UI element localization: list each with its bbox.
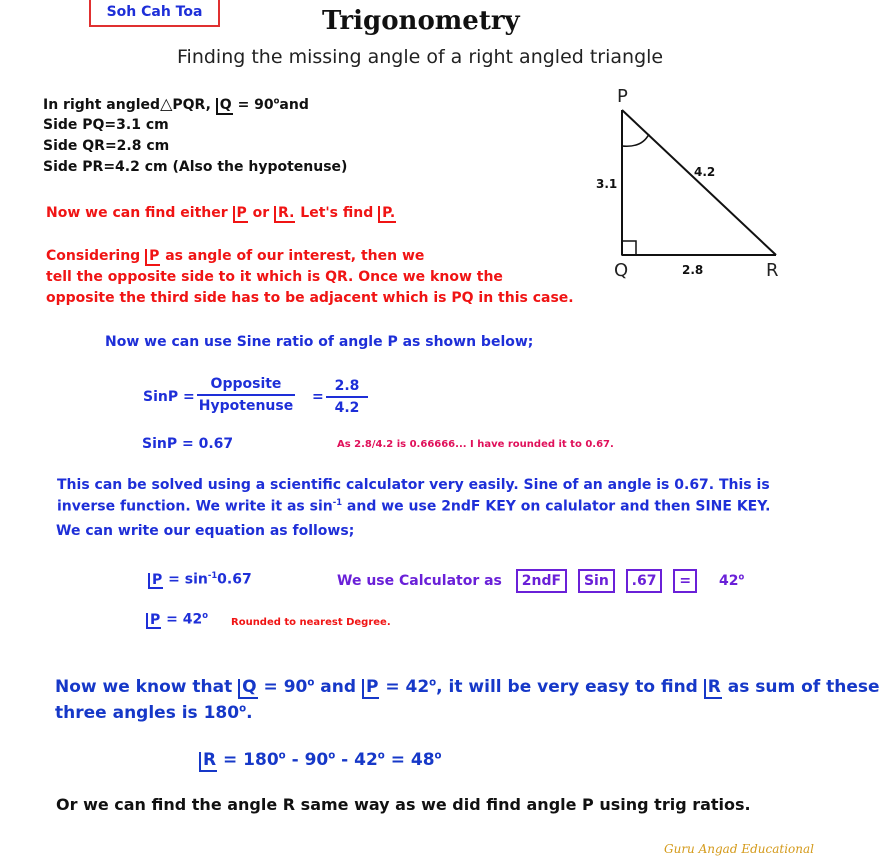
rounding-note: As 2.8/4.2 is 0.66666... I have rounded it to 0.67.	[337, 439, 614, 450]
angle-p-symbol: P	[145, 249, 160, 266]
angle-r-symbol: R.	[274, 206, 295, 223]
formula-fraction-numbers	[326, 378, 368, 416]
rounded-note: Rounded to nearest Degree.	[231, 617, 391, 628]
sine-intro: Now we can use Sine ratio of angle P as shown below;	[105, 334, 534, 350]
calc-key-value: .67	[626, 569, 663, 593]
side-pq-label: 3.1	[596, 177, 618, 191]
triangle-symbol-icon: △	[160, 94, 173, 113]
given-line-4: Side PR=4.2 cm (Also the hypotenuse)	[43, 159, 348, 175]
considering-line-1: Considering P as angle of our interest, then we	[46, 248, 425, 264]
angle-p-symbol: P	[233, 206, 248, 223]
fraction-denominator-hypotenuse: Hypotenuse	[198, 398, 294, 414]
given-line-2: Side PQ=3.1 cm	[43, 117, 169, 133]
angle-p-symbol: P	[362, 679, 379, 699]
calculator-line-1: This can be solved using a scientific calculator very easily. Sine of an angle is 0.67. This is	[57, 477, 770, 493]
calculator-line-3: We can write our equation as follows;	[56, 523, 355, 539]
right-angle-marker	[622, 241, 636, 255]
angle-p-arc	[622, 134, 649, 146]
formula-fraction-words	[197, 376, 295, 414]
sum-of-angles-line-1: Now we know that $Q = 90^o$ and $P = 42^o$, it will be very easy to find R as sum of these	[55, 677, 880, 697]
angle-q-symbol: Q	[216, 98, 233, 115]
side-qr-label: 2.8	[682, 263, 704, 277]
triangle-diagram	[590, 82, 800, 282]
angle-r-symbol: R	[704, 679, 722, 699]
vertex-p-label: P	[617, 86, 628, 107]
sin-p-result: SinP = 0.67	[142, 436, 234, 452]
formula-lhs: SinP =	[143, 389, 195, 405]
angle-p-symbol: P.	[378, 206, 396, 223]
angle-p-symbol: P	[148, 573, 163, 590]
angle-r-calculation: $R = 180^o - 90^o - 42^o = 48^o$	[199, 750, 442, 772]
considering-line-3: opposite the third side has to be adjacent which is PQ in this case.	[46, 290, 574, 306]
fraction-denominator-value: 4.2	[334, 400, 360, 416]
soh-cah-toa-badge: Soh Cah Toa	[89, 0, 220, 27]
sum-of-angles-line-2: three angles is 180$^o$.	[55, 703, 253, 723]
side-pr-label: 4.2	[694, 165, 716, 179]
fraction-numerator-opposite: Opposite	[197, 376, 295, 396]
side-pr	[622, 110, 776, 255]
calculator-line-2: inverse function. We write it as $\sin^{-1}$ and we use 2ndF KEY on calulator and then SINE KEY.	[57, 497, 771, 515]
page-title: Trigonometry	[322, 6, 520, 36]
angle-q-symbol: Q	[238, 679, 257, 699]
given-line-1: In right angled△PQR, $Q = 90^oand$	[43, 94, 309, 113]
page-subtitle: Finding the missing angle of a right angled triangle	[177, 46, 664, 68]
calc-key-equals: =	[673, 569, 697, 593]
angle-p-symbol: P	[146, 613, 161, 630]
calc-key-sin: Sin	[578, 569, 615, 593]
calc-key-2ndf: 2ndF	[516, 569, 567, 593]
vertex-q-label: Q	[614, 260, 629, 281]
considering-line-2: tell the opposite side to it which is QR. Once we know the	[46, 269, 503, 285]
angle-p-result: $P = 42^o$	[146, 610, 208, 629]
formula-equals: =	[312, 389, 324, 405]
inverse-sine-equation: $P = \sin^{-1}0.67$	[148, 570, 252, 589]
closing-text: Or we can find the angle R same way as we did find angle P using trig ratios.	[56, 795, 751, 814]
fraction-numerator-value: 2.8	[326, 378, 368, 398]
vertex-r-label: R	[766, 260, 779, 281]
find-angle-line: Now we can find either P or R. Let's find P.	[46, 205, 396, 221]
given-line-3: Side QR=2.8 cm	[43, 138, 170, 154]
angle-r-symbol: R	[199, 752, 217, 772]
calculator-keys-row: We use Calculator as 2ndF Sin .67 = 42$^o$	[337, 569, 744, 593]
signature: Guru Angad Educational	[664, 842, 814, 856]
